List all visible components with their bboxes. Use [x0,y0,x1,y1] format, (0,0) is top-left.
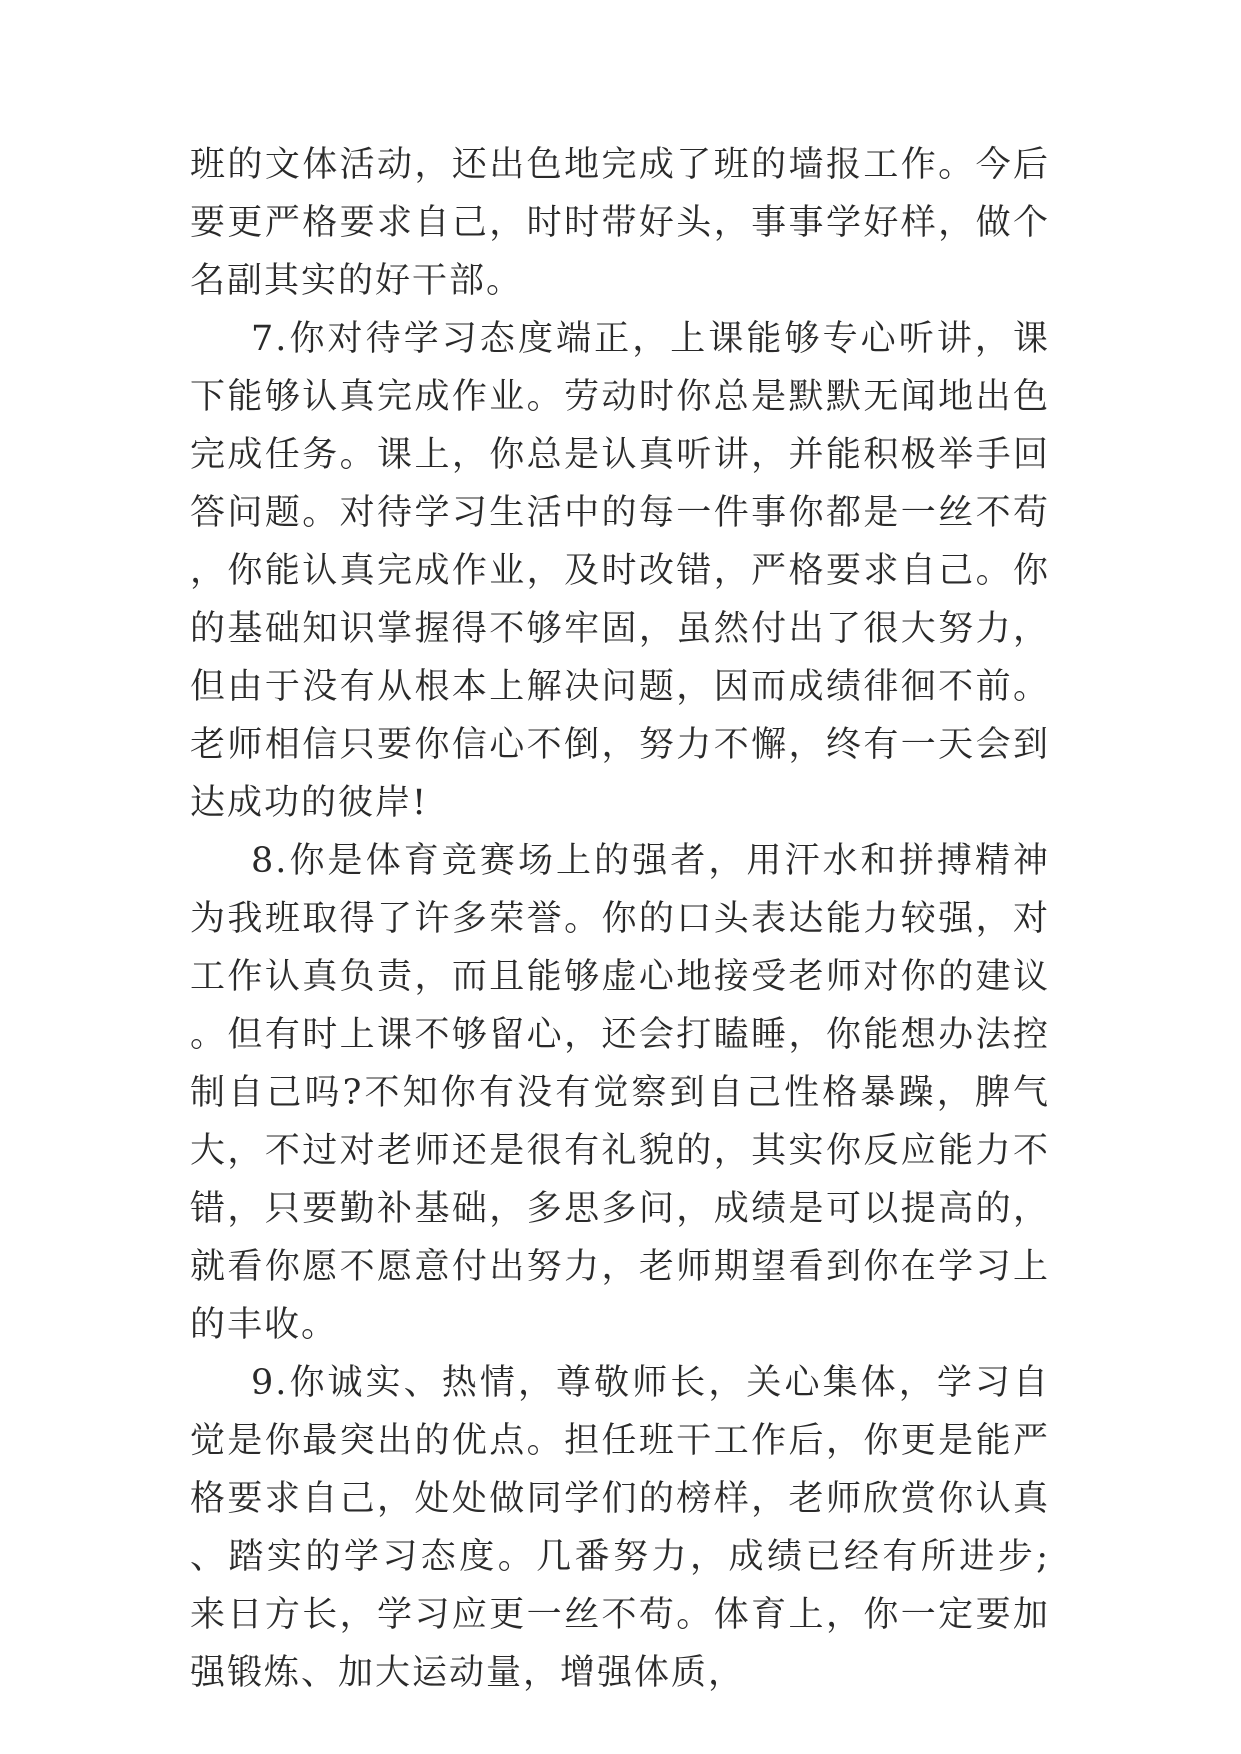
paragraph-continuation: 班的文体活动，还出色地完成了班的墙报工作。今后要更严格要求自己，时时带好头，事事学好样，做个名副其实的好干部。 [190,145,1050,301]
paragraph-9: 9.你诚实、热情，尊敬师长，关心集体，学习自觉是你最突出的优点。担任班干工作后，你更是能严格要求自己，处处做同学们的榜样，老师欣赏你认真、踏实的学习态度。几番努力，成绩已经有所进步;来日方长，学习应更一丝不苟。体育上，你一定要加强锻炼、加大运动量，增强体质， [190,1363,1050,1693]
paragraph-8: 8.你是体育竞赛场上的强者，用汗水和拼搏精神为我班取得了许多荣誉。你的口头表达能力较强，对工作认真负责，而且能够虚心地接受老师对你的建议。但有时上课不够留心，还会打瞌睡，你能想办法控制自己吗?不知你有没有觉察到自己性格暴躁，脾气大，不过对老师还是很有礼貌的，其实你反应能力不错，只要勤补基础，多思多问，成绩是可以提高的，就看你愿不愿意付出努力，老师期望看到你在学习上的丰收。 [190,841,1050,1345]
document-body [190,136,1050,1702]
paragraph-7: 7.你对待学习态度端正，上课能够专心听讲，课下能够认真完成作业。劳动时你总是默默无闻地出色完成任务。课上，你总是认真听讲，并能积极举手回答问题。对待学习生活中的每一件事你都是一丝不苟，你能认真完成作业，及时改错，严格要求自己。你的基础知识掌握得不够牢固，虽然付出了很大努力，但由于没有从根本上解决问题，因而成绩徘徊不前。老师相信只要你信心不倒，努力不懈，终有一天会到达成功的彼岸! [190,319,1050,823]
